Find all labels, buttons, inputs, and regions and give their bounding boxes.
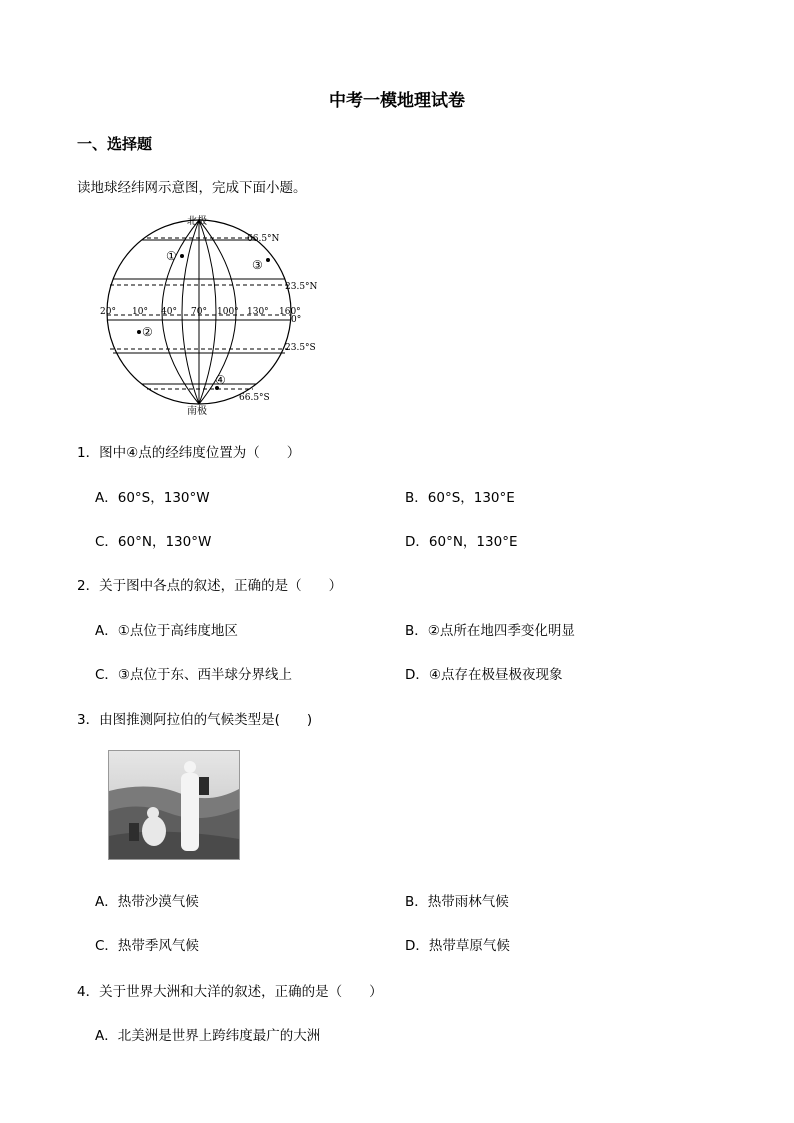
globe-graticule-figure — [95, 208, 335, 420]
desert-scene-image — [109, 751, 239, 859]
question-1-option-d[interactable]: D．60°N，130°E — [405, 534, 518, 550]
question-1-option-c[interactable]: C．60°N，130°W — [95, 534, 212, 550]
equator-label: 0° — [291, 315, 302, 325]
question-4-option-a[interactable]: A．北美洲是世界上跨纬度最广的大洲 — [95, 1028, 321, 1044]
lon-label: 20° — [100, 307, 116, 317]
lon-label: 40° — [161, 307, 177, 317]
marker-3-label: ③ — [252, 258, 263, 272]
lon-label: 130° — [247, 307, 269, 317]
lat-66s-label: 66.5°S — [239, 393, 270, 403]
point-2-dot — [137, 330, 141, 334]
marker-2-label: ② — [142, 325, 153, 339]
question-3-stem: 3．由图推测阿拉伯的气候类型是( ) — [77, 712, 313, 728]
arabia-desert-photo — [108, 750, 240, 860]
question-2-option-a[interactable]: A．①点位于高纬度地区 — [95, 623, 238, 639]
lon-label: 10° — [132, 307, 148, 317]
question-3-option-b[interactable]: B．热带雨林气候 — [405, 894, 509, 910]
south-pole-label: 南极 — [187, 406, 207, 417]
question-4-stem: 4．关于世界大洲和大洋的叙述，正确的是（ ） — [77, 984, 383, 1000]
north-pole-label: 北极 — [187, 216, 207, 227]
point-1-dot — [180, 254, 184, 258]
point-3-dot — [266, 258, 270, 262]
question-1-option-b[interactable]: B．60°S，130°E — [405, 490, 515, 506]
page-title: 中考一模地理试卷 — [329, 91, 465, 111]
question-2-option-d[interactable]: D．④点存在极昼极夜现象 — [405, 667, 563, 683]
question-2-option-b[interactable]: B．②点所在地四季变化明显 — [405, 623, 575, 639]
question-3-option-a[interactable]: A．热带沙漠气候 — [95, 894, 199, 910]
question-2-option-c[interactable]: C．③点位于东、西半球分界线上 — [95, 667, 293, 683]
intro-text: 读地球经纬网示意图，完成下面小题。 — [77, 180, 307, 196]
question-1-option-a[interactable]: A．60°S，130°W — [95, 490, 210, 506]
question-3-option-c[interactable]: C．热带季风气候 — [95, 938, 199, 954]
question-2-stem: 2．关于图中各点的叙述，正确的是（ ） — [77, 578, 343, 594]
lat-23n-label: 23.5°N — [285, 282, 318, 292]
section-heading: 一、选择题 — [77, 135, 153, 153]
lon-label: 100° — [217, 307, 239, 317]
lat-66n-label: 66.5°N — [247, 234, 280, 244]
lon-label: 70° — [191, 307, 207, 317]
lon-label: 160° — [279, 307, 301, 317]
question-1-stem: 1．图中④点的经纬度位置为（ ） — [77, 445, 301, 461]
question-3-option-d[interactable]: D．热带草原气候 — [405, 938, 510, 954]
lat-23s-label: 23.5°S — [285, 343, 316, 353]
marker-4-label: ④ — [215, 373, 226, 387]
marker-1-label: ① — [166, 249, 177, 263]
